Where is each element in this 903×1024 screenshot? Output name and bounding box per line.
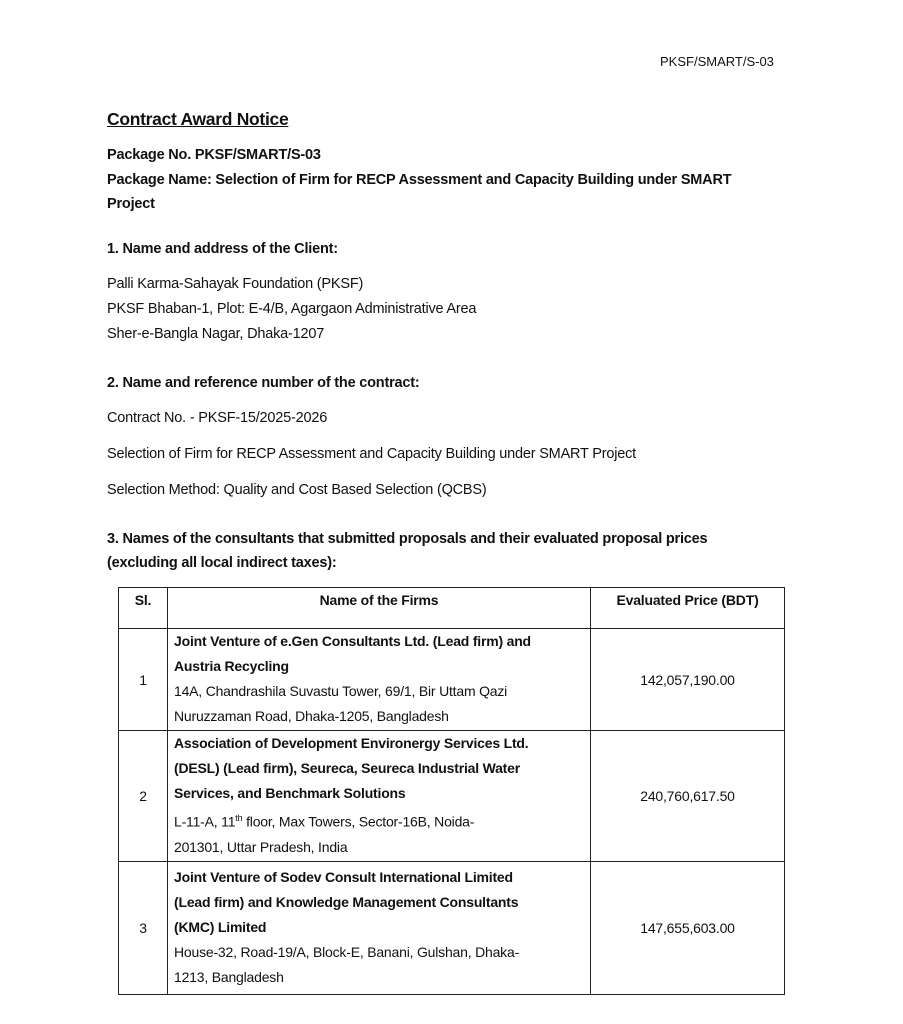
firm-address-line xyxy=(174,806,584,835)
ordinal-suffix: th xyxy=(235,813,243,823)
firm-name-line: Joint Venture of Sodev Consult International Limited xyxy=(174,868,513,885)
contract-number: Contract No. - PKSF-15/2025-2026 xyxy=(107,410,328,426)
firm-name-line: (KMC) Limited xyxy=(174,918,267,935)
firm-name-line: (Lead firm) and Knowledge Management Consultants xyxy=(174,893,519,910)
row-firm xyxy=(168,629,591,731)
contract-name: Selection of Firm for RECP Assessment and Capacity Building under SMART Project xyxy=(107,446,636,462)
address-text: floor, Max Towers, Sector-16B, Noida- xyxy=(242,813,475,830)
selection-method: Selection Method: Quality and Cost Based Selection (QCBS) xyxy=(107,482,487,498)
package-name-line-2: Project xyxy=(107,196,155,212)
row-price: 142,057,190.00 xyxy=(591,629,785,731)
table-row xyxy=(119,861,785,994)
proposals-table xyxy=(118,587,785,995)
table-row xyxy=(119,731,785,862)
firm-name-line: Austria Recycling xyxy=(174,658,289,674)
firm-address-line: 201301, Uttar Pradesh, India xyxy=(174,838,348,855)
table-row xyxy=(119,629,785,731)
column-header-sl: Sl. xyxy=(119,588,168,629)
column-header-firm: Name of the Firms xyxy=(168,588,591,629)
firm-name-line: Services, and Benchmark Solutions xyxy=(174,785,406,801)
address-text: L-11-A, 11 xyxy=(174,813,236,830)
firm-address-line: Nuruzzaman Road, Dhaka-1205, Bangladesh xyxy=(174,708,449,724)
row-price: 147,655,603.00 xyxy=(591,861,785,994)
client-address-line-2: Sher-e-Bangla Nagar, Dhaka-1207 xyxy=(107,326,325,342)
section-3-heading-line-2: (excluding all local indirect taxes): xyxy=(107,555,337,571)
firm-address-line: 14A, Chandrashila Suvastu Tower, 69/1, Bir Uttam Qazi xyxy=(174,683,508,699)
row-sl: 2 xyxy=(119,731,168,862)
package-name-line-1: Package Name: Selection of Firm for RECP Assessment and Capacity Building under SMART xyxy=(107,172,732,188)
section-2-heading: 2. Name and reference number of the contract: xyxy=(107,375,420,391)
firm-name-line: Joint Venture of e.Gen Consultants Ltd. (Lead firm) and xyxy=(174,633,531,649)
section-3-heading-line-1: 3. Names of the consultants that submitted proposals and their evaluated proposal prices xyxy=(107,531,708,547)
package-number: Package No. PKSF/SMART/S-03 xyxy=(107,147,321,163)
table-header-row xyxy=(119,588,785,629)
column-header-price: Evaluated Price (BDT) xyxy=(591,588,785,629)
document-reference: PKSF/SMART/S-03 xyxy=(660,54,774,69)
firm-address-line: House-32, Road-19/A, Block-E, Banani, Gulshan, Dhaka- xyxy=(174,943,520,960)
client-name: Palli Karma-Sahayak Foundation (PKSF) xyxy=(107,276,364,292)
row-firm xyxy=(168,731,591,862)
row-price: 240,760,617.50 xyxy=(591,731,785,862)
client-address-line-1: PKSF Bhaban-1, Plot: E-4/B, Agargaon Administrative Area xyxy=(107,301,477,317)
page-title: Contract Award Notice xyxy=(107,109,289,129)
row-firm xyxy=(168,861,591,994)
firm-address-line: 1213, Bangladesh xyxy=(174,968,284,985)
firm-name-line: (DESL) (Lead firm), Seureca, Seureca Industrial Water xyxy=(174,760,520,776)
section-1-heading: 1. Name and address of the Client: xyxy=(107,241,338,257)
row-sl: 1 xyxy=(119,629,168,731)
firm-name-line: Association of Development Environergy Services Ltd. xyxy=(174,735,529,751)
row-sl: 3 xyxy=(119,861,168,994)
